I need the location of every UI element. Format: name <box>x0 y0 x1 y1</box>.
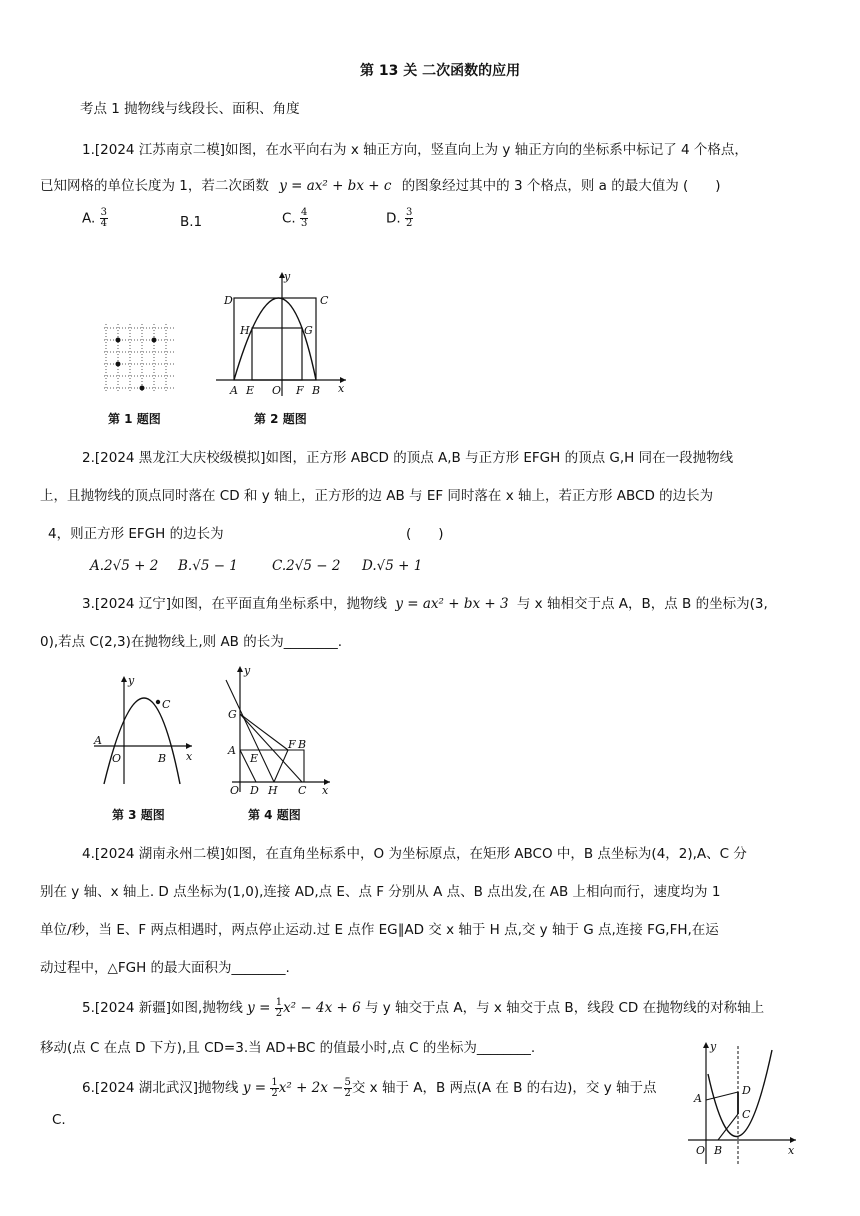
q1-line2 <box>40 174 721 194</box>
svg-text:F: F <box>288 738 296 751</box>
svg-text:H: H <box>268 784 278 796</box>
svg-text:x: x <box>788 1144 795 1157</box>
parabola <box>708 1050 772 1136</box>
q1-line1: 1.[2024 江苏南京二模]如图，在水平向右为 x 轴正方向，竖直向上为 y 轴正方向的坐标系中标记了 4 个格点， <box>82 142 748 158</box>
svg-text:A: A <box>228 744 236 757</box>
q5-line1: 5.[2024 新疆]如图,抛物线 y = $\frac{1}{2}$ x² − 4x + 6 与 y 轴交于点 A，与 x 轴交于点 B，线段 CD 在抛物线的对称轴上 <box>82 996 765 1019</box>
svg-text:E: E <box>250 752 259 765</box>
section-heading: 考点 1 抛物线与线段长、面积、角度 <box>80 101 300 117</box>
svg-text:B: B <box>298 738 307 751</box>
svg-text:E: E <box>246 384 255 397</box>
q1-line2-a: 已知网格的单位长度为 1，若二次函数 <box>40 178 269 194</box>
svg-text:G: G <box>228 708 237 721</box>
svg-text:D: D <box>250 784 259 796</box>
svg-text:C: C <box>320 294 329 307</box>
fraction: $\frac{5}{2}$ <box>344 1076 351 1099</box>
q6-formula: x² + 2x − <box>278 1080 344 1096</box>
square-efgh <box>252 328 302 380</box>
svg-text:x: x <box>338 382 345 395</box>
q3-line2: 0),若点 C(2,3)在抛物线上,则 AB 的长为________. <box>40 634 343 650</box>
grid-point <box>152 338 157 343</box>
segment-fg <box>240 714 288 750</box>
q4-line3: 单位/秒，当 E、F 两点相遇时，两点停止运动.过 E 点作 EG∥AD 交 x 轴于 H 点,交 y 轴于 G 点,连接 FG,FH,在运 <box>40 922 719 938</box>
fraction: $\frac{1}{2}$ <box>271 1076 278 1099</box>
svg-text:O: O <box>112 752 122 765</box>
q1-option-a: A. $\frac{3}{4}$ <box>82 207 107 229</box>
svg-text:x: x <box>186 750 193 763</box>
q6-line2: C. <box>52 1112 66 1128</box>
fraction: $\frac{3}{4}$ <box>100 207 107 229</box>
svg-text:D: D <box>224 294 233 307</box>
svg-text:B: B <box>158 752 167 765</box>
q4-line2: 别在 y 轴、x 轴上. D 点坐标为(1,0),连接 AD,点 E、点 F 分别从 A 点、B 点出发,在 AB 上相向而行，速度均为 1 <box>40 884 721 900</box>
q2-option-a: A.2√5 + 2 <box>90 558 159 574</box>
svg-text:C: C <box>742 1108 751 1121</box>
svg-text:C: C <box>298 784 307 796</box>
grid-point <box>116 362 121 367</box>
q3-formula: y = ax² + bx + 3 <box>395 596 509 612</box>
page-title: 第 13 关 二次函数的应用 <box>360 63 521 79</box>
segment-eg <box>226 680 274 782</box>
q2-option-d: D.√5 + 1 <box>362 558 423 574</box>
segment-ad <box>706 1092 738 1100</box>
q2-line1: 2.[2024 黑龙江大庆校级模拟]如图，正方形 ABCD 的顶点 A,B 与正方形 EFGH 的顶点 G,H 同在一段抛物线 <box>82 450 734 466</box>
svg-text:O: O <box>230 784 240 796</box>
svg-text:F: F <box>296 384 304 397</box>
q1-option-c: C. $\frac{4}{3}$ <box>282 207 308 229</box>
svg-text:B: B <box>714 1144 723 1157</box>
figure-4-diagram <box>222 662 334 796</box>
fraction: $\frac{4}{3}$ <box>301 207 308 229</box>
svg-text:y: y <box>128 674 135 687</box>
svg-text:y: y <box>244 664 251 677</box>
figure-1-grid <box>96 320 186 400</box>
segment-fh <box>274 750 288 782</box>
svg-text:D: D <box>742 1084 751 1097</box>
svg-text:C: C <box>162 698 171 711</box>
q5-formula: x² − 4x + 6 <box>283 1000 361 1016</box>
figure-5-diagram <box>682 1040 800 1168</box>
parabola <box>234 298 316 380</box>
q2-answer-paren: ( ) <box>406 526 444 542</box>
q6-line1: 6.[2024 湖北武汉]抛物线 y = $\frac{1}{2}$ x² + 2x − $\frac{5}{2}$ 交 x 轴于 A，B 两点(A 在 B 的右边)，交 y 轴于点 <box>82 1076 657 1099</box>
figure-2-caption: 第 2 题图 <box>254 412 307 426</box>
q3-line1: 3.[2024 辽宁]如图，在平面直角坐标系中，抛物线 y = ax² + bx + 3 与 x 轴相交于点 A，B，点 B 的坐标为(3, <box>82 596 768 612</box>
q1-line2-b: 的图象经过其中的 3 个格点，则 a 的最大值为 ( ) <box>401 178 721 194</box>
fraction: $\frac{3}{2}$ <box>405 207 413 229</box>
q4-line1: 4.[2024 湖南永州二模]如图，在直角坐标系中，O 为坐标原点，在矩形 ABCO 中，B 点坐标为(4，2),A、C 分 <box>82 846 747 862</box>
q2-option-b: B.√5 − 1 <box>178 558 238 574</box>
q2-line3: 4，则正方形 EFGH 的边长为 <box>48 526 224 542</box>
figure-4-caption: 第 4 题图 <box>248 808 301 822</box>
svg-text:B: B <box>312 384 321 397</box>
square-abcd <box>234 298 316 380</box>
figure-3-diagram <box>88 672 198 790</box>
svg-text:O: O <box>272 384 282 397</box>
q4-line4: 动过程中，△FGH 的最大面积为________. <box>40 960 290 976</box>
q2-line2: 上，且抛物线的顶点同时落在 CD 和 y 轴上，正方形的边 AB 与 EF 同时落在 x 轴上，若正方形 ABCD 的边长为 <box>40 488 714 504</box>
svg-text:G: G <box>304 324 313 337</box>
figure-3-caption: 第 3 题图 <box>112 808 165 822</box>
svg-text:O: O <box>696 1144 706 1157</box>
figure-1-caption: 第 1 题图 <box>108 412 161 426</box>
figure-2-diagram <box>212 268 352 408</box>
point-c <box>156 700 160 704</box>
svg-text:y: y <box>284 270 291 283</box>
grid-point <box>116 338 121 343</box>
q1-option-b: B.1 <box>180 214 203 230</box>
q2-option-c: C.2√5 − 2 <box>272 558 341 574</box>
q1-option-d: D. $\frac{3}{2}$ <box>386 207 413 229</box>
svg-text:y: y <box>710 1040 717 1053</box>
q1-formula: y = ax² + bx + c <box>279 178 392 194</box>
svg-text:x: x <box>322 784 329 796</box>
svg-text:H: H <box>240 324 250 337</box>
grid-point <box>140 386 145 391</box>
fraction: $\frac{1}{2}$ <box>275 996 283 1019</box>
svg-text:A: A <box>694 1092 702 1105</box>
svg-text:A: A <box>230 384 238 397</box>
q5-line2: 移动(点 C 在点 D 下方),且 CD=3.当 AD+BC 的值最小时,点 C 的坐标为________. <box>40 1040 536 1056</box>
svg-text:A: A <box>94 734 102 747</box>
